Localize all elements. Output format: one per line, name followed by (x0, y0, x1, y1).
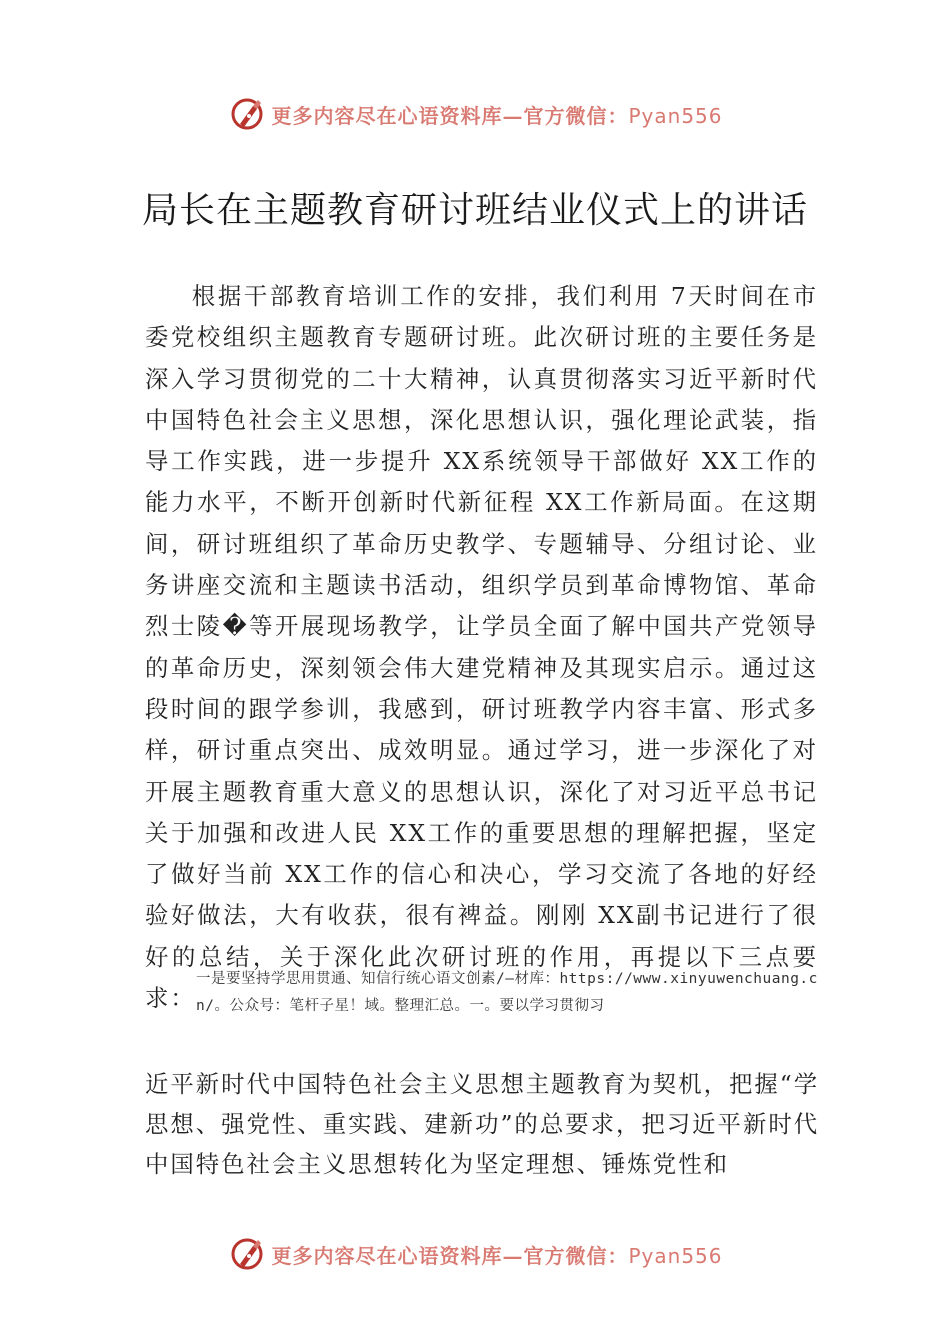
watermark-id-text: Pyan556 (628, 103, 723, 128)
header-watermark-banner (0, 92, 950, 136)
paragraph-1: 根据干部教育培训工作的安排，我们利用 7天时间在市委党校组织主题教育专题研讨班。此次研讨班的主要任务是深入学习贯彻党的二十大精神，认真贯彻落实习近平新时代中国特色社会主义思想，深化思想认识，强化理论武装，指导工作实践，进一步提升 XX系统领导干部做好 XX工作的能力水平，不断开创新时代新征程 XX工作新局面。在这期间，研讨班组织了革命历史教学、专题辅导、分组讨论、业务讲座交流和主题读书活动，组织学员到革命博物馆、革命烈士陵�等开展现场教学，让学员全面了解中国共产党领导的革命历史，深刻领会伟大建党精神及其现实启示。通过这段时间的跟学参训，我感到，研讨班教学内容丰富、形式多样，研讨重点突出、成效明显。通过学习，进一步深化了对开展主题教育重大意义的思想认识，深化了对习近平总书记关于加强和改进人民 XX工作的重要思想的理解把握，坚定了做好当前 XX工作的信心和决心，学习交流了各地的好经验好做法，大有收获，很有裨益。刚刚 XX副书记进行了很好的总结，关于深化此次研讨班的作用，再提以下三点要求： (145, 282, 818, 1013)
watermark-cn-text: 更多内容尽在心语资料库—官方微信： (271, 103, 629, 128)
watermark-id-text: Pyan556 (628, 1243, 723, 1268)
document-title: 局长在主题教育研讨班结业仪式上的讲话 (141, 190, 808, 231)
paragraph-2: 近平新时代中国特色社会主义思想主题教育为契机，把握“学思想、强党性、重实践、建新功”的总要求，把习近平新时代中国特色社会主义思想转化为坚定理想、锤炼党性和 (145, 1070, 820, 1178)
source-note: 一是要坚持学思用贯通、知信行统心语文创素/—材库：https://www.xinyuwenchuang.cn/。公众号：笔杆子星！域。整理汇总。一。要以学习贯彻习 (196, 971, 818, 1014)
pen-nib-logo-icon (227, 1234, 267, 1274)
pen-nib-logo-icon (227, 94, 267, 134)
watermark-cn-text: 更多内容尽在心语资料库—官方微信： (271, 1243, 629, 1268)
watermark-text (271, 1240, 722, 1269)
watermark-text (271, 100, 722, 129)
footer-watermark-banner (0, 1232, 950, 1276)
